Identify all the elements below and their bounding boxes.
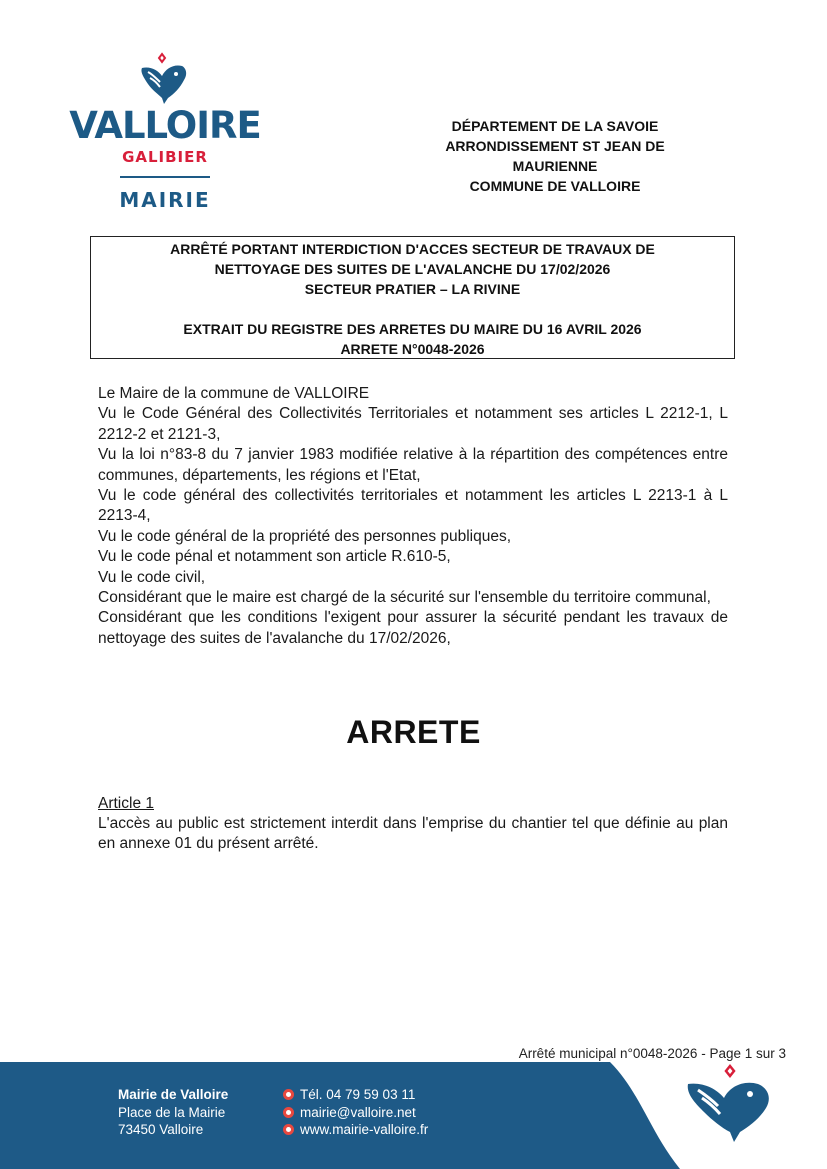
preamble-line: Vu le Code Général des Collectivités Territoriales et notamment ses articles L 2212-1, L 2212-2 et 2121-3, (98, 405, 728, 443)
decree-heading: ARRETE (346, 714, 481, 750)
box-line: NETTOYAGE DES SUITES DE L'AVALANCHE DU 17/02/2026 (214, 261, 611, 277)
footer-eagle-icon (684, 1062, 776, 1144)
preamble-line: Considérant que les conditions l'exigent pour assurer la sécurité pendant les travaux de nettoyage des suites de l'avalanche du 17/02/2026, (98, 609, 728, 647)
dept-line: COMMUNE DE VALLOIRE (469, 178, 641, 194)
footer-address-line: Place de la Mairie (118, 1104, 226, 1120)
preamble-line: Considérant que le maire est chargé de la sécurité sur l'ensemble du territoire communal, (98, 589, 711, 607)
preamble-line: Vu le code général de la propriété des personnes publiques, (98, 527, 512, 545)
phone-icon (283, 1089, 294, 1100)
mail-icon (283, 1107, 294, 1118)
preamble-line: Le Maire de la commune de VALLOIRE (98, 385, 370, 402)
article-1-title: Article 1 (98, 795, 154, 812)
footer (0, 1062, 827, 1169)
logo-subtitle: GALIBIER (122, 148, 208, 166)
article-1-text: L'accès au public est strictement interdit dans l'emprise du chantier tel que définie au plan en annexe 01 du présent arrêté. (98, 815, 728, 853)
dept-line: MAURIENNE (512, 158, 598, 174)
preamble-line: Vu le code général des collectivités territoriales et notamment les articles L 2213-1 à L 2213-4, (98, 487, 728, 525)
box-line: SECTEUR PRATIER – LA RIVINE (304, 281, 521, 297)
department-header (420, 116, 690, 196)
footer-email-row (283, 1104, 428, 1122)
logo-divider (120, 176, 210, 178)
footer-name: Mairie de Valloire (118, 1087, 229, 1102)
valloire-logo (60, 50, 270, 215)
footer-phone-row (283, 1086, 428, 1104)
preamble-line: Vu la loi n°83-8 du 7 janvier 1983 modifiée relative à la répartition des compétences entre communes, départements, les régions et l'Etat, (98, 446, 728, 484)
page-reference: Arrêté municipal n°0048-2026 - Page 1 sur 3 (518, 1046, 786, 1061)
box-spacer (91, 299, 734, 319)
footer-website[interactable]: www.mairie-valloire.fr (300, 1122, 429, 1137)
box-line: ARRÊTÉ PORTANT INTERDICTION D'ACCES SECTEUR DE TRAVAUX DE (170, 241, 655, 257)
box-line: ARRETE N°0048-2026 (340, 341, 485, 357)
dept-line: DÉPARTEMENT DE LA SAVOIE (451, 118, 659, 134)
preamble (98, 384, 728, 649)
footer-web-row (283, 1121, 428, 1139)
eagle-logo-icon (138, 50, 190, 106)
dept-line: ARRONDISSEMENT ST JEAN DE (445, 138, 665, 154)
footer-address (118, 1086, 228, 1139)
web-icon (283, 1124, 294, 1135)
logo-mairie: MAIRIE (119, 188, 211, 212)
logo-wordmark: VALLOIRE (69, 104, 261, 147)
preamble-line: Vu le code pénal et notamment son article R.610-5, (98, 548, 451, 566)
footer-phone: Tél. 04 79 59 03 11 (300, 1087, 416, 1102)
footer-address-line: 73450 Valloire (118, 1122, 204, 1137)
decree-title-box (90, 236, 735, 359)
preamble-line: Vu le code civil, (98, 568, 206, 586)
footer-contact (283, 1086, 428, 1139)
footer-email[interactable]: mairie@valloire.net (300, 1104, 416, 1120)
box-line: EXTRAIT DU REGISTRE DES ARRETES DU MAIRE DU 16 AVRIL 2026 (183, 321, 642, 337)
